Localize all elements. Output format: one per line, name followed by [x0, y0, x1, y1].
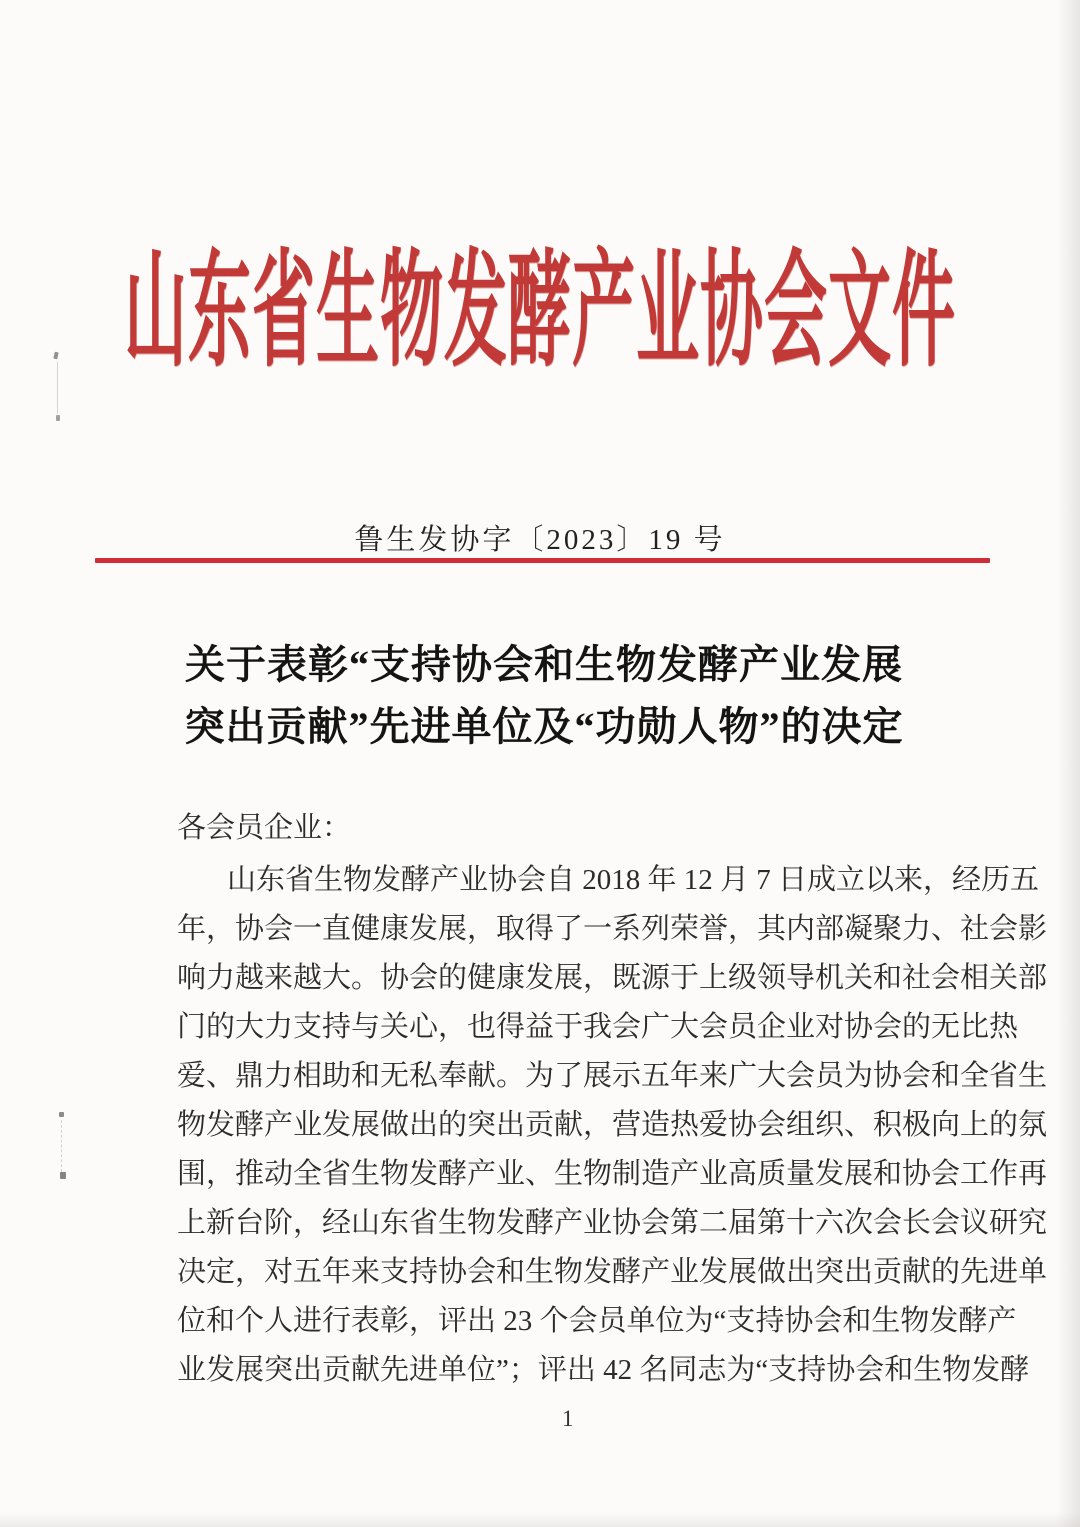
body-paragraph — [177, 856, 1048, 1395]
body-line: 年，协会一直健康发展，取得了一系列荣誉，其内部凝聚力、社会影 — [177, 913, 1048, 945]
scan-artifact — [56, 415, 60, 421]
scan-artifact — [53, 352, 58, 360]
body-line: 业发展突出贡献先进单位”；评出 42 名同志为“支持协会和生物发酵 — [177, 1354, 1030, 1386]
org-banner-title: 山东省生物发酵产业协会文件 — [124, 242, 956, 382]
body-line: 上新台阶，经山东省生物发酵产业协会第二届第十六次会长会议研究 — [177, 1207, 1048, 1239]
doc-title-line1: 关于表彰“支持协会和生物发酵产业发展 — [185, 642, 903, 687]
body-line: 围，推动全省生物发酵产业、生物制造产业高质量发展和协会工作再 — [177, 1158, 1048, 1190]
scan-artifact — [57, 362, 58, 414]
scan-artifact — [61, 1120, 62, 1172]
body-text — [177, 804, 1048, 1395]
scan-artifact — [59, 1112, 64, 1117]
page-number: 1 — [562, 1406, 574, 1431]
scan-edge-shadow — [1056, 0, 1080, 1527]
scan-artifact — [60, 1172, 66, 1179]
body-line: 山东省生物发酵产业协会自 2018 年 12 月 7 日成立以来，经历五 — [227, 864, 1040, 896]
doc-number: 鲁生发协字〔2023〕19 号 — [354, 524, 726, 556]
body-line: 位和个人进行表彰，评出 23 个会员单位为“支持协会和生物发酵产 — [177, 1305, 1017, 1337]
body-salutation: 各会员企业： — [177, 812, 352, 844]
doc-title — [14, 634, 1074, 758]
body-line: 爱、鼎力相助和无私奉献。为了展示五年来广大会员为协会和全省生 — [177, 1060, 1048, 1092]
body-line: 物发酵产业发展做出的突出贡献，营造热爱协会组织、积极向上的氛 — [177, 1109, 1048, 1141]
body-line: 门的大力支持与关心，也得益于我会广大会员企业对协会的无比热 — [177, 1011, 1019, 1043]
red-divider-rule — [95, 558, 990, 563]
body-line: 决定，对五年来支持协会和生物发酵产业发展做出突出贡献的先进单 — [177, 1256, 1048, 1288]
body-line: 响力越来越大。协会的健康发展，既源于上级领导机关和社会相关部 — [177, 962, 1048, 994]
doc-title-line2: 突出贡献”先进单位及“功勋人物”的决定 — [184, 704, 904, 749]
org-banner — [10, 242, 1070, 382]
scan-edge-shadow — [0, 1513, 1080, 1527]
